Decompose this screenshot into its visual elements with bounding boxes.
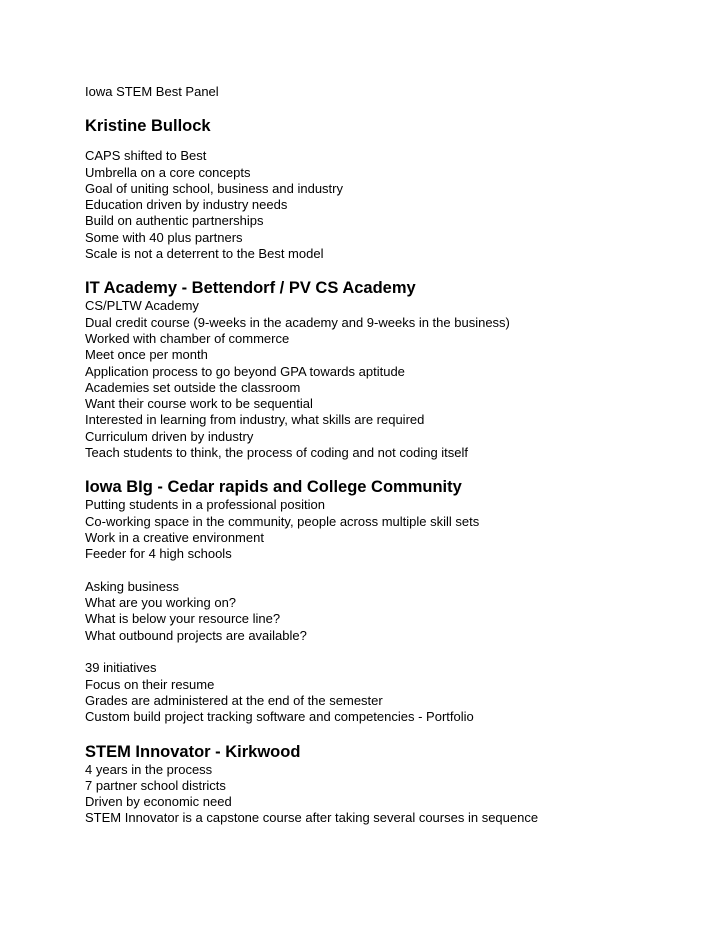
text-line: Co-working space in the community, people across multiple skill sets	[85, 513, 480, 529]
section-heading-stem-innovator: STEM Innovator - Kirkwood	[85, 742, 301, 761]
text-line: Focus on their resume	[85, 676, 215, 692]
text-line: What outbound projects are available?	[85, 627, 307, 643]
text-line: Grades are administered at the end of the semester	[85, 692, 383, 708]
section-body-stem-innovator	[85, 762, 695, 827]
section-body-iowa-big	[85, 497, 695, 725]
document-title: Iowa STEM Best Panel	[85, 84, 219, 99]
text-line: What is below your resource line?	[85, 611, 281, 627]
text-line: Application process to go beyond GPA towards aptitude	[85, 363, 405, 379]
text-line: 4 years in the process	[85, 761, 213, 777]
section-body-kristine-bullock	[85, 148, 695, 262]
text-line: Work in a creative environment	[85, 529, 264, 545]
text-line: Worked with chamber of commerce	[85, 330, 290, 346]
document-page	[85, 84, 695, 827]
section-heading-iowa-big: Iowa BIg - Cedar rapids and College Community	[85, 478, 462, 497]
text-line: Build on authentic partnerships	[85, 213, 264, 229]
text-line: Dual credit course (9-weeks in the academy and 9-weeks in the business)	[85, 314, 510, 330]
text-line: Umbrella on a core concepts	[85, 164, 251, 180]
text-line: Interested in learning from industry, what skills are required	[85, 412, 425, 428]
text-line: Putting students in a professional position	[85, 497, 325, 513]
text-line: Custom build project tracking software and competencies - Portfolio	[85, 709, 474, 725]
text-line: Driven by economic need	[85, 794, 232, 810]
text-line: Education driven by industry needs	[85, 197, 288, 213]
text-line: Meet once per month	[85, 347, 208, 363]
text-line: Some with 40 plus partners	[85, 229, 243, 245]
text-line: Want their course work to be sequential	[85, 396, 313, 412]
section-heading-kristine-bullock: Kristine Bullock	[85, 117, 211, 136]
text-line: Teach students to think, the process of coding and not coding itself	[85, 445, 469, 461]
text-line: Scale is not a deterrent to the Best model	[85, 246, 324, 262]
text-line: Asking business	[85, 578, 179, 594]
text-line: What are you working on?	[85, 595, 237, 611]
paragraph-gap	[85, 563, 695, 579]
text-line: Goal of uniting school, business and industry	[85, 180, 343, 196]
section-heading-it-academy: IT Academy - Bettendorf / PV CS Academy	[85, 279, 416, 298]
paragraph-gap	[85, 644, 695, 660]
text-line: 7 partner school districts	[85, 777, 226, 793]
section-body-it-academy	[85, 298, 695, 461]
text-line: Feeder for 4 high schools	[85, 546, 232, 562]
text-line: Academies set outside the classroom	[85, 379, 301, 395]
text-line: Curriculum driven by industry	[85, 428, 254, 444]
text-line: STEM Innovator is a capstone course after taking several courses in sequence	[85, 810, 539, 826]
text-line: CS/PLTW Academy	[85, 298, 199, 314]
text-line: 39 initiatives	[85, 660, 157, 676]
text-line: CAPS shifted to Best	[85, 148, 207, 164]
